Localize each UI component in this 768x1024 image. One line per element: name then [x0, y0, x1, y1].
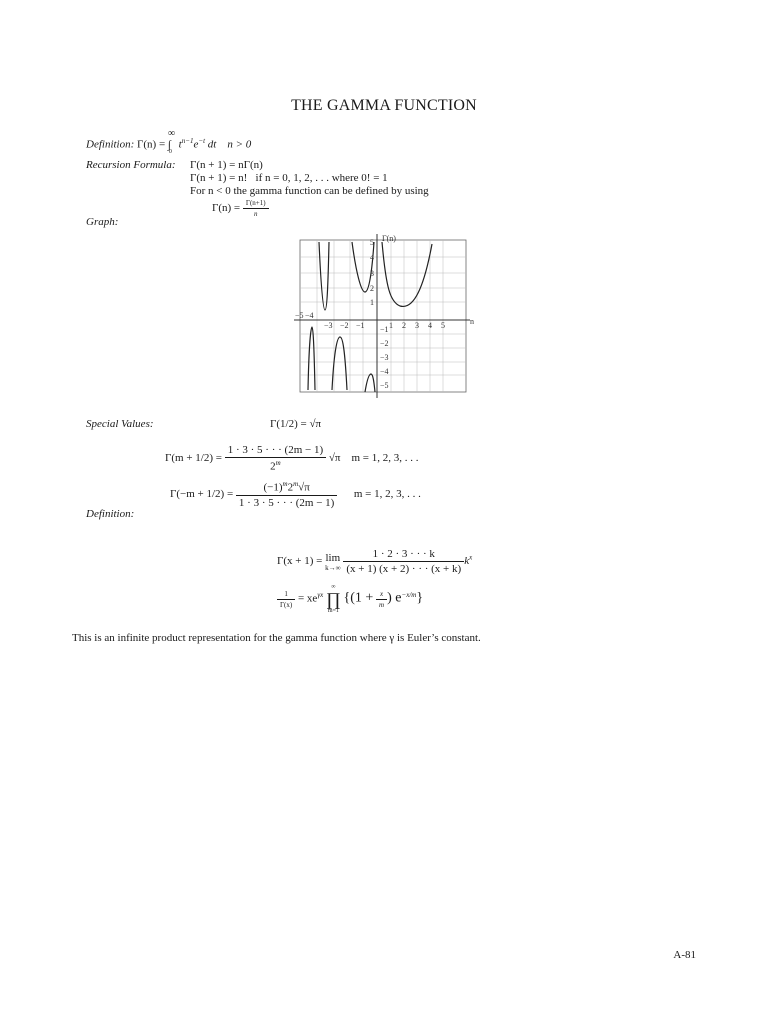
limit-num: 1 · 2 · 3 · · · k — [343, 548, 464, 562]
y-tick-neg2: −2 — [380, 339, 389, 348]
definition-label: Definition: — [86, 138, 135, 151]
integrand-e: e — [193, 138, 199, 151]
num-neg1-exp: m — [282, 480, 288, 488]
den-base: 2 — [270, 460, 276, 473]
x-tick-neg2: −2 — [340, 321, 349, 330]
y-tick-2: 2 — [370, 284, 374, 293]
gamma-minus-m-half-cond: m = 1, 2, 3, . . . — [353, 487, 421, 500]
product-lhs-fraction — [277, 590, 295, 609]
limit-sub: k→∞ — [325, 563, 341, 572]
integral-sign: ∫ ∞ 0 — [167, 127, 176, 155]
x-tick-3: 3 — [415, 321, 419, 330]
limit-lim: lim — [325, 551, 341, 564]
recursion-line-3: For n < 0 the gamma function can be defined by using — [190, 185, 429, 197]
product-lhs-den: Γ(x) — [280, 600, 293, 609]
limit-operator — [325, 552, 341, 572]
x-tick-2: 2 — [402, 321, 406, 330]
integrand-exp: n−1 — [181, 137, 194, 145]
curve-positive — [382, 242, 432, 306]
integrand-dt: dt — [207, 138, 217, 151]
y-tick-neg4: −4 — [380, 367, 389, 376]
gamma-m-plus-half-cond: m = 1, 2, 3, . . . — [351, 451, 419, 464]
gamma-m-plus-half-lhs: Γ(m + 1/2) = — [165, 451, 222, 464]
gamma-lhs: Γ(n) = — [137, 138, 166, 151]
negative-gamma-fraction — [243, 199, 269, 218]
integrand-t: t — [178, 138, 182, 151]
euler-note: This is an infinite product representation for the gamma function where γ is Euler’s constant. — [72, 632, 481, 644]
recursion-line-1: Γ(n + 1) = nΓ(n) — [190, 159, 263, 171]
recursion-factorial-condition: if n = 0, 1, 2, . . . where 0! = 1 — [255, 172, 388, 184]
curve-neg-3-2 — [319, 242, 329, 310]
gamma-m-plus-half-sqrt: √π — [328, 451, 341, 464]
product-inner-num: x — [376, 590, 387, 600]
num-two-exp: m — [293, 480, 299, 488]
definition-row — [86, 127, 252, 155]
gamma-curves — [308, 242, 432, 392]
y-tick-neg5: −5 — [380, 381, 389, 390]
negative-gamma-lhs: Γ(n) = — [212, 202, 241, 215]
gamma-half: Γ(1/2) = √π — [270, 418, 322, 430]
y-tick-3: 3 — [370, 269, 374, 278]
gamma-graph — [292, 232, 482, 402]
product-formula — [277, 584, 423, 614]
product-inner-fraction — [376, 590, 387, 609]
gamma-m-plus-half-fraction — [225, 444, 326, 473]
x-tick-neg4: −4 — [305, 311, 314, 320]
graph-x-label: n — [470, 317, 474, 326]
y-tick-neg1: −1 — [380, 325, 389, 334]
y-tick-neg3: −3 — [380, 353, 389, 362]
graph-y-label: Γ(n) — [382, 234, 396, 243]
curve-neg-4-3 — [308, 327, 315, 390]
page-title: THE GAMMA FUNCTION — [291, 97, 477, 114]
gamma-minus-m-half-num — [236, 480, 337, 496]
gamma-graph-svg — [292, 232, 482, 402]
k-power: k — [464, 555, 470, 568]
gamma-minus-m-half-fraction — [236, 480, 337, 509]
limit-formula — [277, 548, 472, 575]
gamma-m-plus-half-num: 1 · 3 · 5 · · · (2m − 1) — [225, 444, 326, 458]
product-eq-exp: γx — [317, 590, 324, 599]
limit-lhs: Γ(x + 1) = — [277, 555, 323, 568]
definition-2-label: Definition: — [86, 508, 135, 520]
curve-bottom-near-zero — [365, 374, 375, 392]
negative-gamma-den: n — [253, 210, 258, 218]
num-neg1: (−1) — [263, 481, 283, 494]
product-lhs-num: 1 — [277, 590, 295, 600]
gamma-minus-m-half-lhs: Γ(−m + 1/2) = — [170, 487, 234, 500]
recursion-label: Recursion Formula: — [86, 159, 176, 171]
definition-condition: n > 0 — [227, 138, 252, 151]
y-tick-1: 1 — [370, 298, 374, 307]
den-exp: m — [275, 459, 281, 467]
x-tick-neg3: −3 — [324, 321, 333, 330]
product-inner-den: m — [379, 600, 385, 609]
product-symbol: ∏ — [325, 589, 341, 609]
product-body-exp: −x/m — [401, 590, 417, 599]
num-two: 2 — [287, 481, 294, 494]
gamma-m-plus-half-den — [225, 458, 326, 473]
negative-gamma-num: Γ(n+1) — [243, 199, 269, 209]
gamma-minus-m-half — [170, 480, 421, 509]
limit-fraction — [343, 548, 464, 575]
recursion-line-2 — [190, 172, 388, 184]
gamma-minus-m-half-den: 1 · 3 · 5 · · · (2m − 1) — [238, 496, 335, 509]
gamma-m-plus-half — [165, 444, 418, 473]
limit-den: (x + 1) (x + 2) · · · (x + k) — [346, 563, 462, 575]
num-sqrt: √π — [298, 481, 310, 494]
x-tick-4: 4 — [428, 321, 432, 330]
special-values-label: Special Values: — [86, 418, 154, 430]
x-tick-neg1: −1 — [356, 321, 365, 330]
recursion-line-4 — [212, 199, 269, 218]
page-number: A-81 — [673, 949, 696, 961]
product-body-b: ) e — [387, 590, 402, 606]
product-upper: ∞ — [331, 584, 336, 590]
x-tick-1: 1 — [389, 321, 393, 330]
product-body-c: } — [416, 590, 424, 606]
product-operator — [326, 584, 341, 614]
recursion-factorial: Γ(n + 1) = n! — [190, 172, 248, 184]
product-eq: = xe — [297, 592, 318, 605]
integral-lower: 0 — [168, 148, 172, 155]
graph-label: Graph: — [86, 216, 119, 228]
integrand-e-exp: −t — [198, 137, 206, 145]
y-tick-4: 4 — [370, 253, 374, 262]
y-tick-5: 5 — [370, 238, 374, 247]
integral-upper: ∞ — [167, 127, 176, 139]
k-exp: x — [469, 553, 473, 562]
product-body-a: {(1 + — [343, 590, 374, 606]
x-tick-5: 5 — [441, 321, 445, 330]
x-tick-neg5: −5 — [295, 311, 304, 320]
product-lower: m=1 — [327, 608, 339, 614]
